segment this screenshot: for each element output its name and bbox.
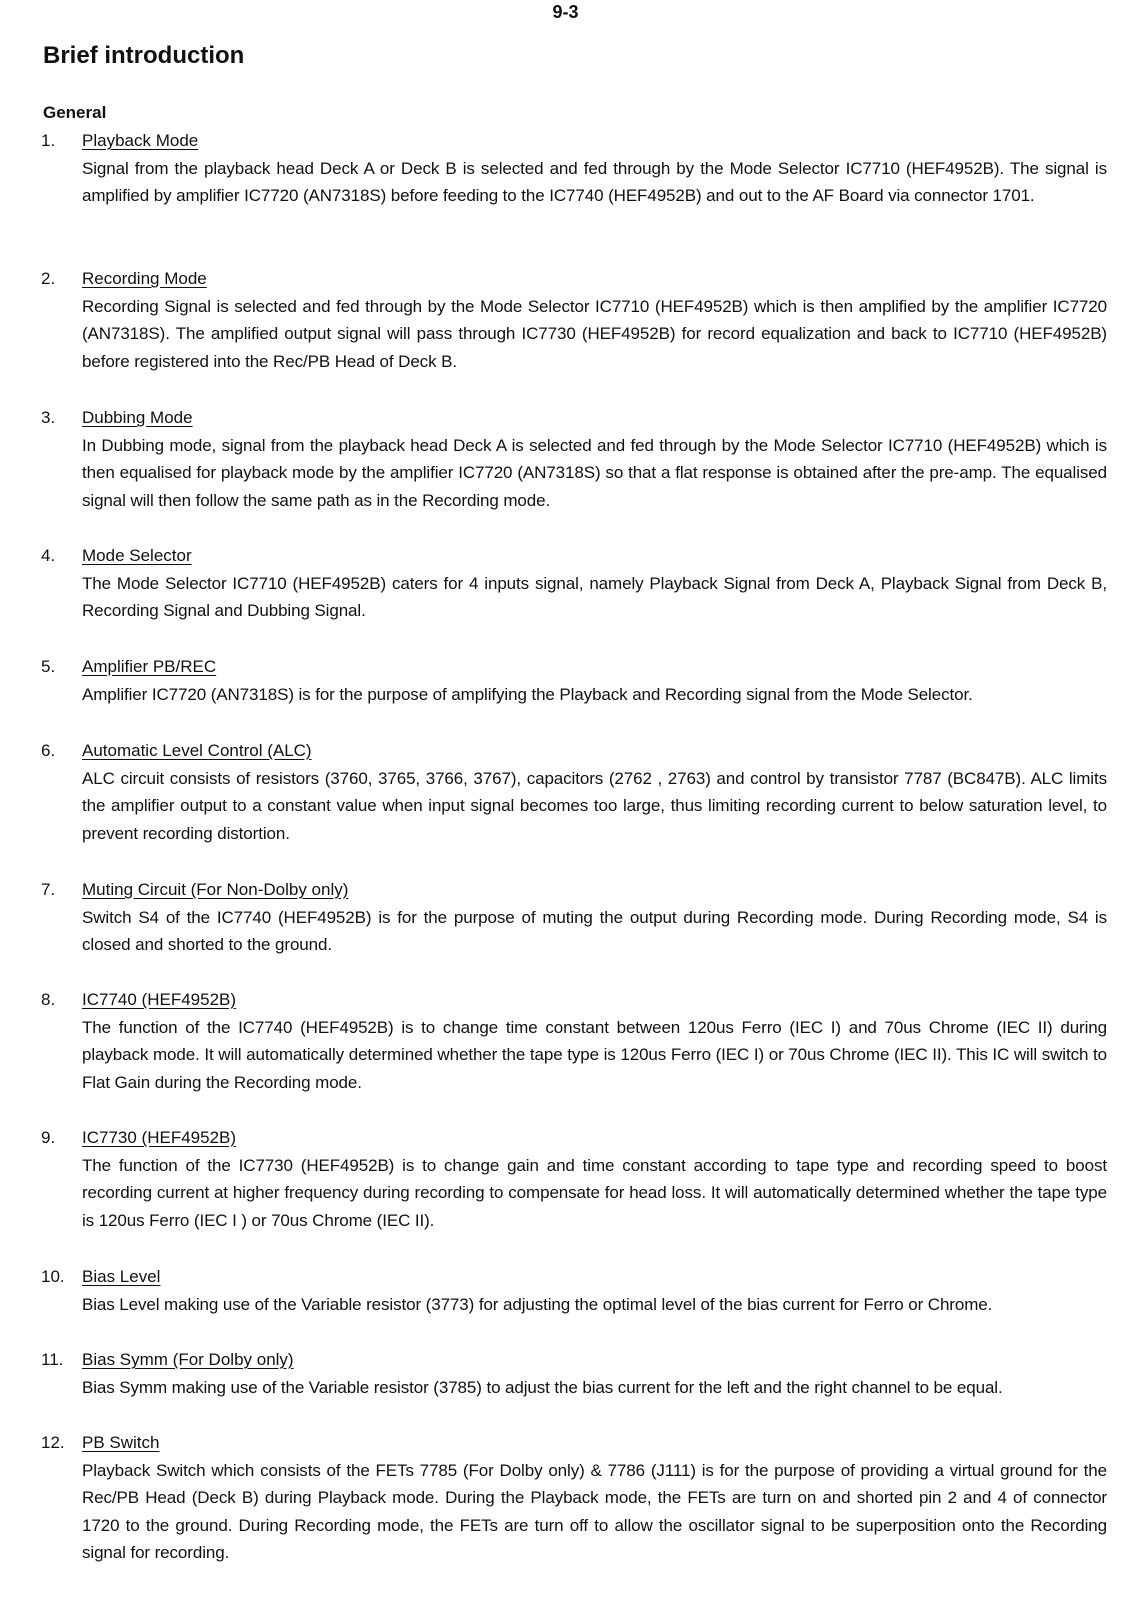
item-heading: Bias Symm (For Dolby only) — [82, 1350, 294, 1369]
item-number: 7. — [41, 880, 56, 899]
list-item — [41, 1263, 1107, 1318]
page-number: 9-3 — [552, 2, 579, 22]
item-number: 3. — [41, 408, 56, 427]
item-body: The function of the IC7740 (HEF4952B) is to change time constant between 120us Ferro (IEC I) and 70us Chrome (IEC II) during playback mode. It will automatically determined whether the tape type is 120us Ferro (IEC I) or 70us Chrome (IEC II). This IC will switch to Flat Gain during the Recording mode. — [82, 1017, 1107, 1092]
item-heading: Amplifier PB/REC — [82, 657, 217, 676]
item-heading: Bias Level — [82, 1267, 161, 1286]
item-body: The function of the IC7730 (HEF4952B) is to change gain and time constant according to tape type and recording speed to boost recording current at higher frequency during recording to compensate for head loss. It will automatically determined whether the tape type is 120us Ferro (IEC I ) or 70us Chrome (IEC II). — [82, 1155, 1107, 1230]
list-item — [41, 127, 1107, 210]
item-body: In Dubbing mode, signal from the playback head Deck A is selected and fed through by the Mode Selector IC7710 (HEF4952B) which is then equalised for playback mode by the amplifier IC7720 (AN7318S) so that a flat response is obtained after the pre-amp. The equalised signal will then follow the same path as in the Recording mode. — [82, 435, 1107, 510]
item-heading: Playback Mode — [82, 131, 199, 150]
item-body: Signal from the playback head Deck A or Deck B is selected and fed through by the Mode Selector IC7710 (HEF4952B). The signal is amplified by amplifier IC7720 (AN7318S) before feeding to the IC7740 (HEF4952B) and out to the AF Board via connector 1701. — [82, 158, 1107, 206]
item-body: Bias Symm making use of the Variable resistor (3785) to adjust the bias current for the left and the right channel to be equal. — [82, 1377, 1003, 1397]
list-item — [41, 1429, 1107, 1567]
page-title: Brief introduction — [43, 42, 245, 69]
item-number: 1. — [41, 131, 56, 150]
item-body: Switch S4 of the IC7740 (HEF4952B) is for the purpose of muting the output during Recording mode. During Recording mode, S4 is closed and shorted to the ground. — [82, 907, 1107, 955]
item-number: 9. — [41, 1128, 56, 1147]
item-number: 6. — [41, 741, 56, 760]
item-heading: Recording Mode — [82, 269, 207, 288]
list-item — [41, 1124, 1107, 1234]
item-heading: Muting Circuit (For Non-Dolby only) — [82, 880, 349, 899]
item-number: 12. — [41, 1433, 65, 1452]
item-number: 4. — [41, 546, 56, 565]
list-item — [41, 737, 1107, 847]
list-item — [41, 265, 1107, 375]
item-body: Bias Level making use of the Variable resistor (3773) for adjusting the optimal level of the bias current for Ferro or Chrome. — [82, 1294, 993, 1314]
list-item — [41, 986, 1107, 1096]
item-number: 8. — [41, 990, 56, 1009]
item-heading: IC7730 (HEF4952B) — [82, 1128, 237, 1147]
list-item — [41, 1346, 1107, 1401]
list-item — [41, 876, 1107, 959]
item-body: The Mode Selector IC7710 (HEF4952B) caters for 4 inputs signal, namely Playback Signal from Deck A, Playback Signal from Deck B, Recording Signal and Dubbing Signal. — [82, 573, 1107, 621]
list-item — [41, 542, 1107, 625]
item-body: ALC circuit consists of resistors (3760, 3765, 3766, 3767), capacitors (2762 , 2763) and control by transistor 7787 (BC847B). ALC limits the amplifier output to a constant value when input signal becomes too large, thus limiting recording current to below saturation level, to prevent recording distortion. — [82, 768, 1107, 843]
item-number: 10. — [41, 1267, 65, 1286]
item-heading: Mode Selector — [82, 546, 192, 565]
item-body: Recording Signal is selected and fed through by the Mode Selector IC7710 (HEF4952B) which is then amplified by the amplifier IC7720 (AN7318S). The amplified output signal will pass through IC7730 (HEF4952B) for record equalization and back to IC7710 (HEF4952B) before registered into the Rec/PB Head of Deck B. — [82, 296, 1107, 371]
item-number: 2. — [41, 269, 56, 288]
item-heading: Automatic Level Control (ALC) — [82, 741, 312, 760]
item-heading: Dubbing Mode — [82, 408, 193, 427]
list-item — [41, 653, 1107, 708]
item-body: Playback Switch which consists of the FETs 7785 (For Dolby only) & 7786 (J111) is for the purpose of providing a virtual ground for the Rec/PB Head (Deck B) during Playback mode. During the Playback mode, the FETs are turn on and shorted pin 2 and 4 of connector 1720 to the ground. During Recording mode, the FETs are turn off to allow the oscillator signal to be superposition onto the Recording signal for recording. — [82, 1460, 1107, 1563]
item-body: Amplifier IC7720 (AN7318S) is for the purpose of amplifying the Playback and Recording signal from the Mode Selector. — [82, 684, 973, 704]
item-heading: IC7740 (HEF4952B) — [82, 990, 237, 1009]
item-number: 11. — [41, 1350, 64, 1369]
item-number: 5. — [41, 657, 56, 676]
list-item — [41, 404, 1107, 514]
item-heading: PB Switch — [82, 1433, 160, 1452]
section-heading: General — [43, 103, 107, 122]
